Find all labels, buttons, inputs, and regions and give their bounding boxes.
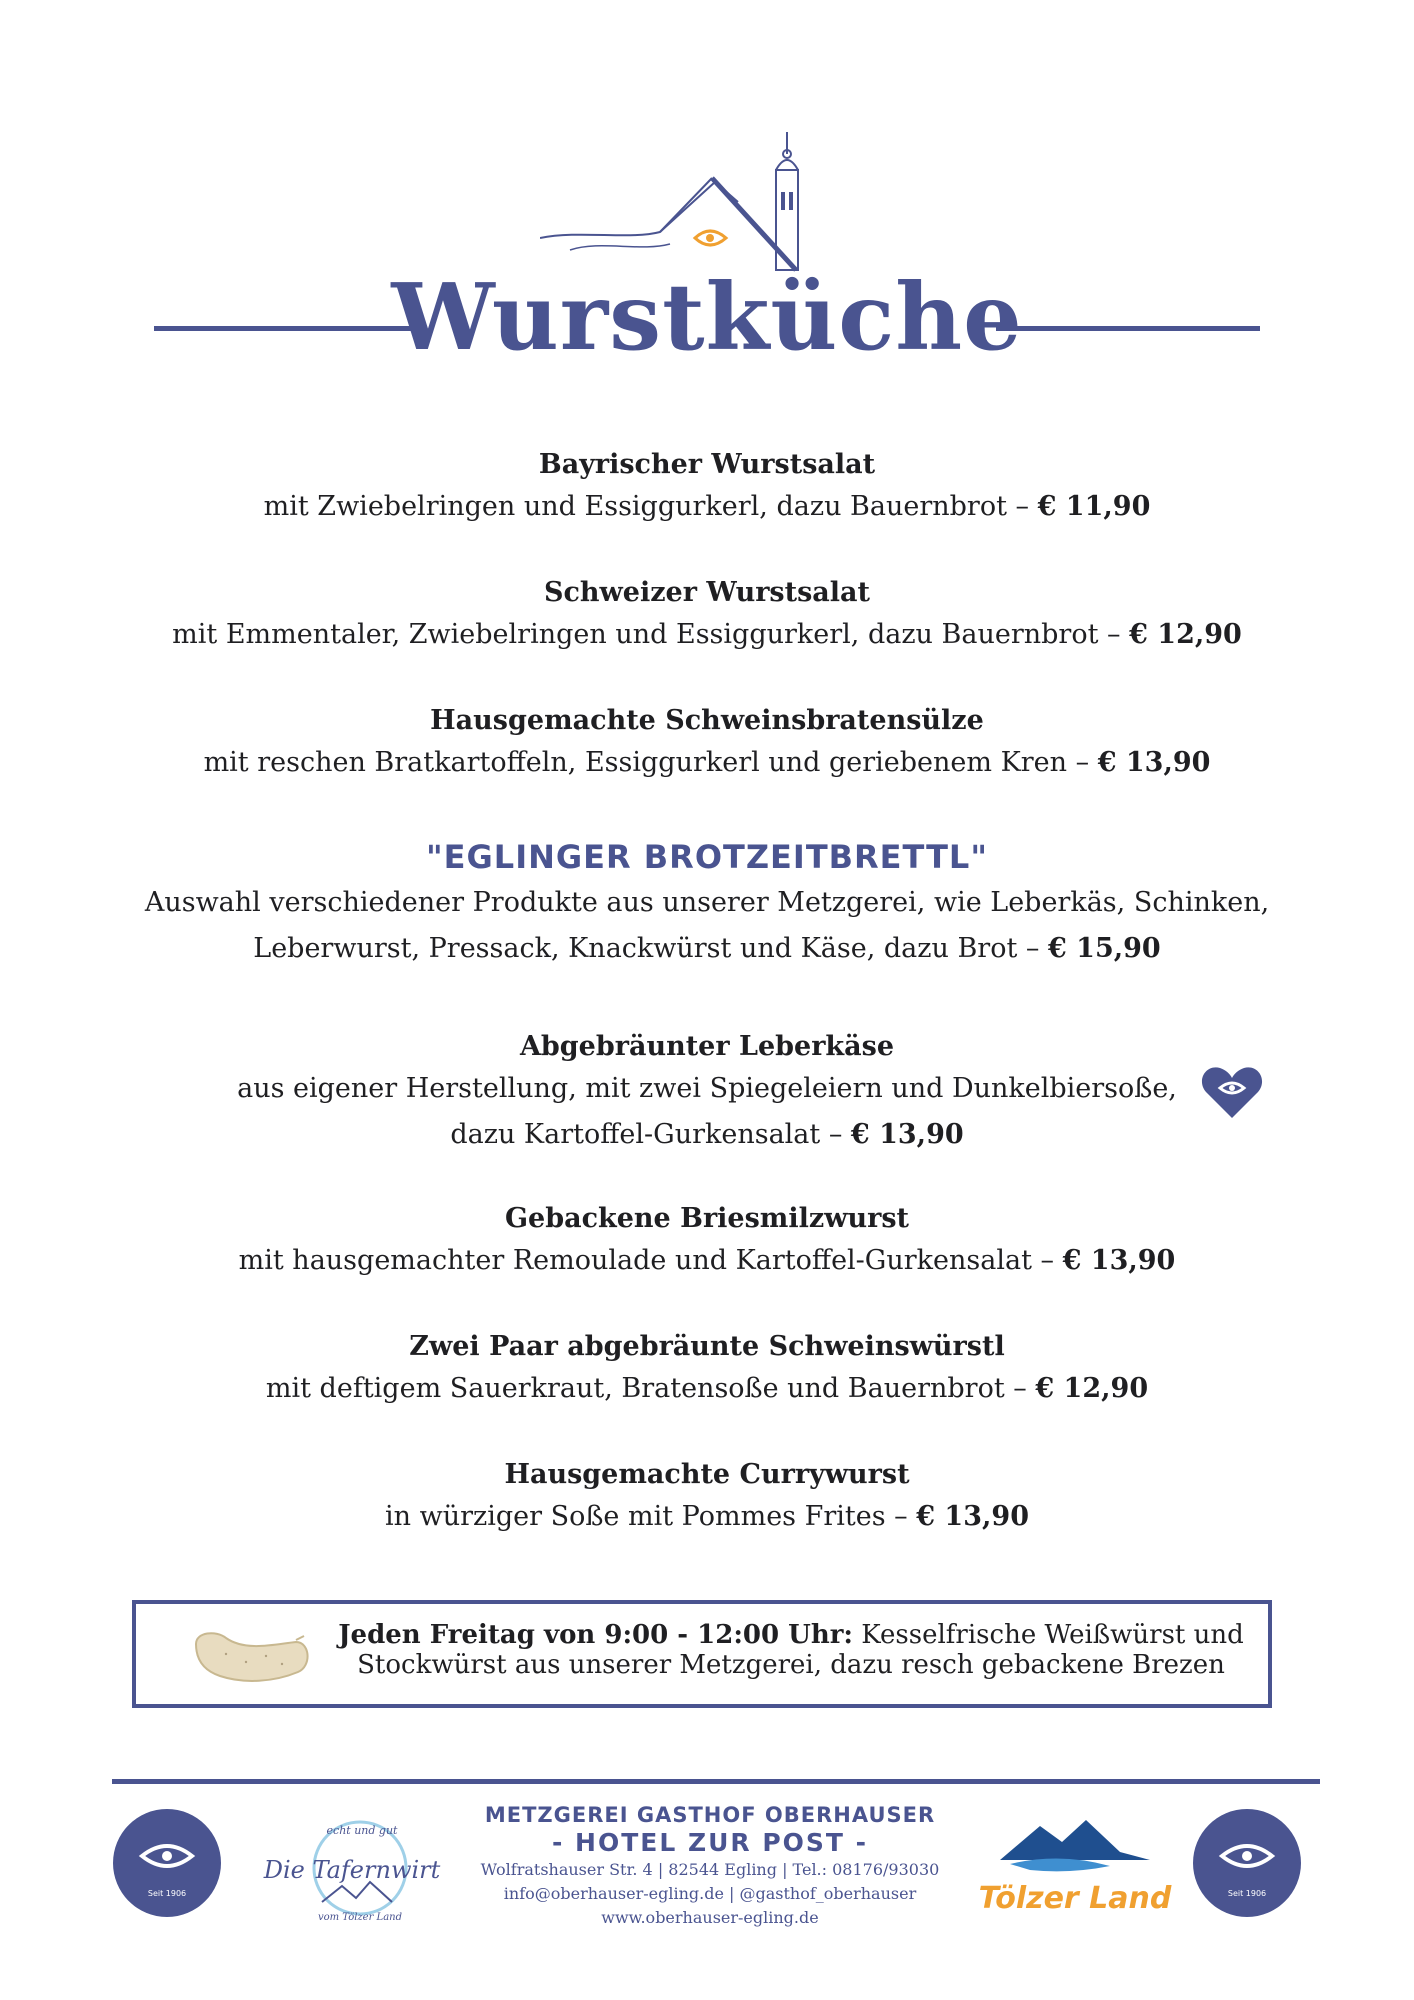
menu-item-desc: mit reschen Bratkartoffeln, Essiggurkerl und geriebenem Kren – € 13,90 [203,747,1211,778]
menu-item-desc-line1: aus eigener Herstellung, mit zwei Spiegeleiern und Dunkelbiersoße, [237,1073,1177,1104]
church-roof-illustration [540,120,840,280]
friday-special-box [132,1600,1272,1708]
weisswurst-icon [186,1624,316,1690]
friday-text: Jeden Freitag von 9:00 - 12:00 Uhr: Kesselfrische Weißwürst und Stockwürst aus unserer Metzgerei, dazu resch gebackene Brezen [336,1620,1246,1680]
tafernwirt-logo [252,1812,452,1932]
menu-item-price: € 12,90 [1129,619,1242,650]
svg-text:vom Tölzer Land: vom Tölzer Land [317,1912,403,1923]
menu-item-name: Abgebräunter Leberkäse [519,1031,895,1062]
menu-item [0,446,1414,530]
friday-text-line2: Stockwürst aus unserer Metzgerei, dazu resch gebackene Brezen [357,1650,1225,1680]
footer-contact [440,1802,980,1930]
menu-item-desc-line2: dazu Kartoffel-Gurkensalat – € 13,90 [450,1119,964,1150]
menu-item-price: € 13,90 [916,1501,1029,1532]
menu-item-price: € 13,90 [1097,747,1211,778]
menu-item-price: € 13,90 [850,1119,964,1150]
menu-item [0,1328,1414,1412]
menu-item-desc: in würziger Soße mit Pommes Frites – € 13,90 [385,1501,1029,1532]
menu-item-special [0,834,1414,972]
page-title: Wurstküche [391,263,1023,371]
menu-item [0,1200,1414,1284]
menu-item-desc-line2: Leberwurst, Pressack, Knackwürst und Käse, dazu Brot – € 15,90 [253,933,1161,964]
menu-item-price: € 12,90 [1035,1373,1149,1404]
toelzer-land-logo [970,1812,1180,1922]
menu-item [0,1456,1414,1540]
badge-text: Seit 1906 [147,1889,187,1898]
footer-website[interactable]: www.oberhauser-egling.de [601,1908,819,1927]
post-horn-icon [695,231,726,245]
footer-email[interactable]: info@oberhauser-egling.de | @gasthof_oberhauser [503,1884,917,1903]
badge-text: Seit 1906 [1227,1889,1267,1898]
menu-item-desc: mit hausgemachter Remoulade und Kartoffel-Gurkensalat – € 13,90 [238,1245,1176,1276]
svg-text:Die Tafernwirt: Die Tafernwirt [263,1856,441,1884]
footer-address: Wolfratshauser Str. 4 | 82544 Egling | Tel.: 08176/93030 [480,1860,940,1879]
friday-time: Jeden Freitag von 9:00 - 12:00 Uhr: [338,1620,854,1650]
menu-item-desc: mit deftigem Sauerkraut, Bratensoße und Bauernbrot – € 12,90 [265,1373,1149,1404]
footer-subtitle: - HOTEL ZUR POST - [551,1828,869,1857]
post-horn-badge-left [112,1808,222,1918]
post-horn-badge-right [1192,1808,1302,1918]
menu-item-name: Bayrischer Wurstsalat [538,449,876,480]
menu-item-name: Hausgemachte Currywurst [504,1459,910,1490]
menu-item-name: Gebackene Briesmilzwurst [504,1203,909,1234]
menu-item-name: Zwei Paar abgebräunte Schweinswürstl [409,1331,1005,1362]
menu-item-desc-line1: Auswahl verschiedener Produkte aus unserer Metzgerei, wie Leberkäs, Schinken, [144,887,1270,918]
svg-text:echt und gut: echt und gut [326,1824,398,1837]
menu-item-price: € 15,90 [1047,933,1161,964]
menu-item-desc: mit Zwiebelringen und Essiggurkerl, dazu Bauernbrot – € 11,90 [263,491,1151,522]
menu-item-price: € 11,90 [1037,491,1151,522]
svg-text:Tölzer Land: Tölzer Land [978,1881,1172,1916]
menu-item-name: Hausgemachte Schweinsbratensülze [430,705,984,736]
menu-item-price: € 13,90 [1062,1245,1176,1276]
menu-item-name: Schweizer Wurstsalat [543,577,871,608]
menu-item-desc: mit Emmentaler, Zwiebelringen und Essiggurkerl, dazu Bauernbrot – € 12,90 [172,619,1242,650]
menu-item-name: "EGLINGER BROTZEITBRETTL" [426,838,988,876]
heart-post-horn-icon [1200,1062,1264,1122]
menu-item [0,574,1414,658]
footer-title: METZGEREI GASTHOF OBERHAUSER [484,1803,936,1827]
menu-item [0,702,1414,786]
footer-rule [112,1779,1320,1784]
